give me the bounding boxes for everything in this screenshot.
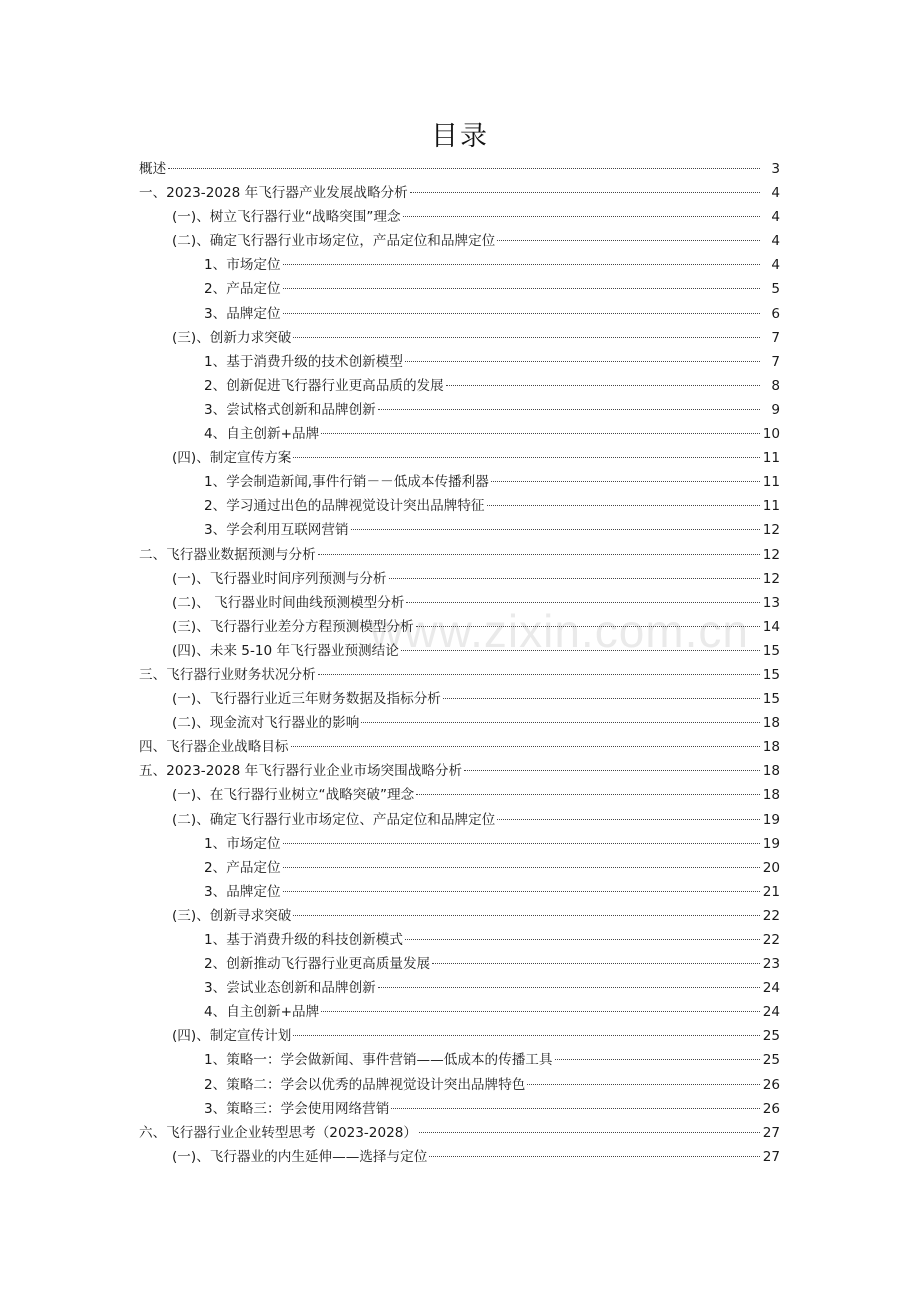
toc-entry-page-number: 8 [771,377,780,394]
toc-entry-label: (二)、 飞行器业时间曲线预测模型分析 [172,594,405,611]
toc-entry[interactable] [0,880,920,904]
toc-entry[interactable] [0,157,920,181]
toc-entry-label: 二、飞行器业数据预测与分析 [139,546,316,563]
dot-leader [497,819,760,820]
dot-leader [416,626,760,627]
toc-entry[interactable] [0,832,920,856]
toc-entry[interactable] [0,350,920,374]
toc-entry-page-number: 7 [771,353,780,370]
toc-entry-page-number: 23 [762,956,780,973]
dot-leader [405,361,760,362]
watermark: www.zixin.com.cn [370,605,749,657]
toc-entry[interactable] [0,1073,920,1097]
toc-entry[interactable] [0,494,920,518]
toc-entry-page-number: 7 [771,329,780,346]
toc-entry[interactable] [0,1048,920,1072]
toc-entry-page-number: 4 [771,233,780,250]
dot-leader [464,770,760,771]
dot-leader [487,505,760,506]
toc-entry-page-number: 4 [771,185,780,202]
toc-entry[interactable] [0,759,920,783]
dot-leader [410,192,760,193]
toc-entry[interactable] [0,1121,920,1145]
toc-entry[interactable] [0,205,920,229]
toc-entry-label: 1、学会制造新闻,事件行销－－低成本传播利器 [204,474,489,491]
dot-leader [378,987,760,988]
toc-entry-label: 3、尝试业态创新和品牌创新 [204,980,376,997]
dot-leader [321,433,760,434]
toc-entry-label: 1、策略一：学会做新闻、事件营销——低成本的传播工具 [204,1052,553,1069]
toc-entry-page-number: 12 [762,522,780,539]
toc-entry-label: 2、产品定位 [204,281,281,298]
toc-entry[interactable] [0,735,920,759]
toc-entry-page-number: 10 [762,426,780,443]
dot-leader [293,457,760,458]
dot-leader [405,939,760,940]
dot-leader [283,891,760,892]
dot-leader [283,867,760,868]
toc-entry-page-number: 15 [762,642,780,659]
toc-entry[interactable] [0,1145,920,1169]
toc-entry-page-number: 18 [762,787,780,804]
toc-entry[interactable] [0,422,920,446]
toc-entry-label: (二)、确定飞行器行业市场定位，产品定位和品牌定位 [172,233,496,250]
table-of-contents [0,157,920,1169]
toc-entry-page-number: 25 [762,1052,780,1069]
toc-entry-label: 2、创新推动飞行器行业更高质量发展 [204,956,431,973]
toc-entry-page-number: 9 [771,401,780,418]
toc-entry-label: (四)、未来 5-10 年飞行器业预测结论 [172,642,399,659]
toc-entry-page-number: 4 [771,257,780,274]
toc-entry[interactable] [0,783,920,807]
toc-entry-page-number: 27 [762,1124,780,1141]
dot-leader [283,288,760,289]
toc-entry[interactable] [0,446,920,470]
dot-leader [318,554,760,555]
dot-leader [283,264,760,265]
toc-entry-label: 3、策略三：学会使用网络营销 [204,1100,390,1117]
dot-leader [291,746,760,747]
dot-leader [443,698,760,699]
toc-heading: 目录 [431,121,489,152]
toc-entry[interactable] [0,326,920,350]
dot-leader [527,1084,760,1085]
toc-entry-label: (一)、飞行器业的内生延伸——选择与定位 [172,1148,428,1165]
toc-entry[interactable] [0,302,920,326]
toc-entry[interactable] [0,639,920,663]
toc-entry-label: 1、基于消费升级的技术创新模型 [204,353,403,370]
dot-leader [555,1059,761,1060]
dot-leader [361,722,760,723]
dot-leader [403,216,760,217]
dot-leader [318,674,760,675]
dot-leader [446,385,760,386]
toc-entry-label: 3、品牌定位 [204,305,281,322]
toc-entry[interactable] [0,711,920,735]
toc-entry-page-number: 24 [762,980,780,997]
toc-entry[interactable] [0,229,920,253]
dot-leader [401,650,760,651]
toc-entry[interactable] [0,663,920,687]
toc-entry-page-number: 19 [762,811,780,828]
toc-entry-label: 3、尝试格式创新和品牌创新 [204,401,376,418]
toc-entry-label: (一)、树立飞行器行业“战略突围”理念 [172,209,401,226]
dot-leader [432,963,760,964]
toc-entry-label: (一)、飞行器业时间序列预测与分析 [172,570,387,587]
dot-leader [293,915,760,916]
toc-entry-label: (四)、制定宣传方案 [172,450,292,467]
toc-entry[interactable] [0,808,920,832]
toc-entry-label: 1、市场定位 [204,257,281,274]
toc-entry-label: (四)、制定宣传计划 [172,1028,292,1045]
dot-leader [321,1011,760,1012]
toc-entry-page-number: 13 [762,594,780,611]
toc-entry-label: (二)、确定飞行器行业市场定位、产品定位和品牌定位 [172,811,496,828]
toc-entry[interactable] [0,398,920,422]
toc-entry-label: (三)、创新力求突破 [172,329,292,346]
toc-entry-page-number: 18 [762,739,780,756]
toc-entry-page-number: 12 [762,546,780,563]
toc-entry-label: 4、自主创新+品牌 [204,426,320,443]
dot-leader [168,168,760,169]
dot-leader [429,1156,760,1157]
toc-entry-label: 1、市场定位 [204,835,281,852]
toc-entry-label: 概述 [139,161,167,177]
toc-entry[interactable] [0,1000,920,1024]
dot-leader [406,602,760,603]
toc-entry-label: 2、学习通过出色的品牌视觉设计突出品牌特征 [204,498,485,515]
toc-entry-page-number: 6 [771,305,780,322]
toc-entry[interactable] [0,615,920,639]
dot-leader [391,1108,760,1109]
toc-entry-page-number: 25 [762,1028,780,1045]
toc-entry[interactable] [0,277,920,301]
toc-entry-page-number: 15 [762,666,780,683]
toc-entry[interactable] [0,374,920,398]
toc-entry[interactable] [0,543,920,567]
toc-entry[interactable] [0,518,920,542]
toc-entry-label: (三)、创新寻求突破 [172,907,292,924]
toc-entry[interactable] [0,567,920,591]
toc-entry[interactable] [0,181,920,205]
toc-entry-page-number: 21 [762,883,780,900]
toc-entry-page-number: 5 [771,281,780,298]
toc-entry-label: 2、创新促进飞行器行业更高品质的发展 [204,377,444,394]
toc-entry-page-number: 27 [762,1148,780,1165]
toc-entry[interactable] [0,904,920,928]
toc-entry-page-number: 12 [762,570,780,587]
toc-entry-page-number: 18 [762,715,780,732]
toc-entry[interactable] [0,253,920,277]
toc-entry-label: (一)、在飞行器行业树立“战略突破”理念 [172,787,415,804]
toc-entry-label: (二)、现金流对飞行器业的影响 [172,715,360,732]
toc-entry-page-number: 26 [762,1100,780,1117]
toc-entry-page-number: 11 [762,450,780,467]
dot-leader [283,843,760,844]
toc-entry-label: 三、飞行器行业财务状况分析 [139,666,316,683]
toc-entry-page-number: 11 [762,498,780,515]
toc-entry-label: 五、2023-2028 年飞行器行业企业市场突围战略分析 [139,763,463,780]
dot-leader [293,337,760,338]
toc-entry[interactable] [0,928,920,952]
toc-entry-label: 一、2023-2028 年飞行器产业发展战略分析 [139,185,408,202]
toc-entry[interactable] [0,687,920,711]
dot-leader [416,794,760,795]
toc-entry-page-number: 22 [762,932,780,948]
toc-entry-label: 四、飞行器企业战略目标 [139,739,289,756]
toc-entry-page-number: 19 [762,835,780,852]
toc-entry[interactable] [0,976,920,1000]
toc-entry-label: 3、品牌定位 [204,883,281,900]
toc-entry-label: 2、产品定位 [204,859,281,876]
dot-leader [491,481,760,482]
toc-entry-label: 六、飞行器行业企业转型思考（2023-2028） [139,1124,418,1141]
toc-entry-page-number: 20 [762,859,780,876]
toc-entry-label: (一)、飞行器行业近三年财务数据及指标分析 [172,691,441,708]
toc-entry[interactable] [0,591,920,615]
toc-entry-page-number: 11 [762,474,780,491]
toc-entry[interactable] [0,952,920,976]
toc-entry-page-number: 15 [762,691,780,708]
toc-entry-label: 2、策略二：学会以优秀的品牌视觉设计突出品牌特色 [204,1076,526,1093]
toc-entry-page-number: 22 [762,907,780,924]
toc-entry-label: 1、基于消费升级的科技创新模式 [204,932,403,948]
dot-leader [419,1132,760,1133]
dot-leader [283,313,760,314]
toc-entry[interactable] [0,470,920,494]
toc-entry-page-number: 14 [762,618,780,635]
toc-entry[interactable] [0,856,920,880]
toc-entry-label: 3、学会利用互联网营销 [204,522,349,539]
dot-leader [378,409,760,410]
toc-entry-label: (三)、飞行器行业差分方程预测模型分析 [172,618,414,635]
dot-leader [389,578,760,579]
dot-leader [497,240,760,241]
dot-leader [293,1035,760,1036]
toc-entry[interactable] [0,1097,920,1121]
dot-leader [351,529,760,530]
toc-entry-page-number: 4 [771,209,780,226]
toc-entry-label: 4、自主创新+品牌 [204,1004,320,1021]
toc-entry[interactable] [0,1024,920,1048]
toc-entry-page-number: 18 [762,763,780,780]
toc-entry-page-number: 24 [762,1004,780,1021]
toc-entry-page-number: 3 [771,161,780,177]
toc-entry-page-number: 26 [762,1076,780,1093]
